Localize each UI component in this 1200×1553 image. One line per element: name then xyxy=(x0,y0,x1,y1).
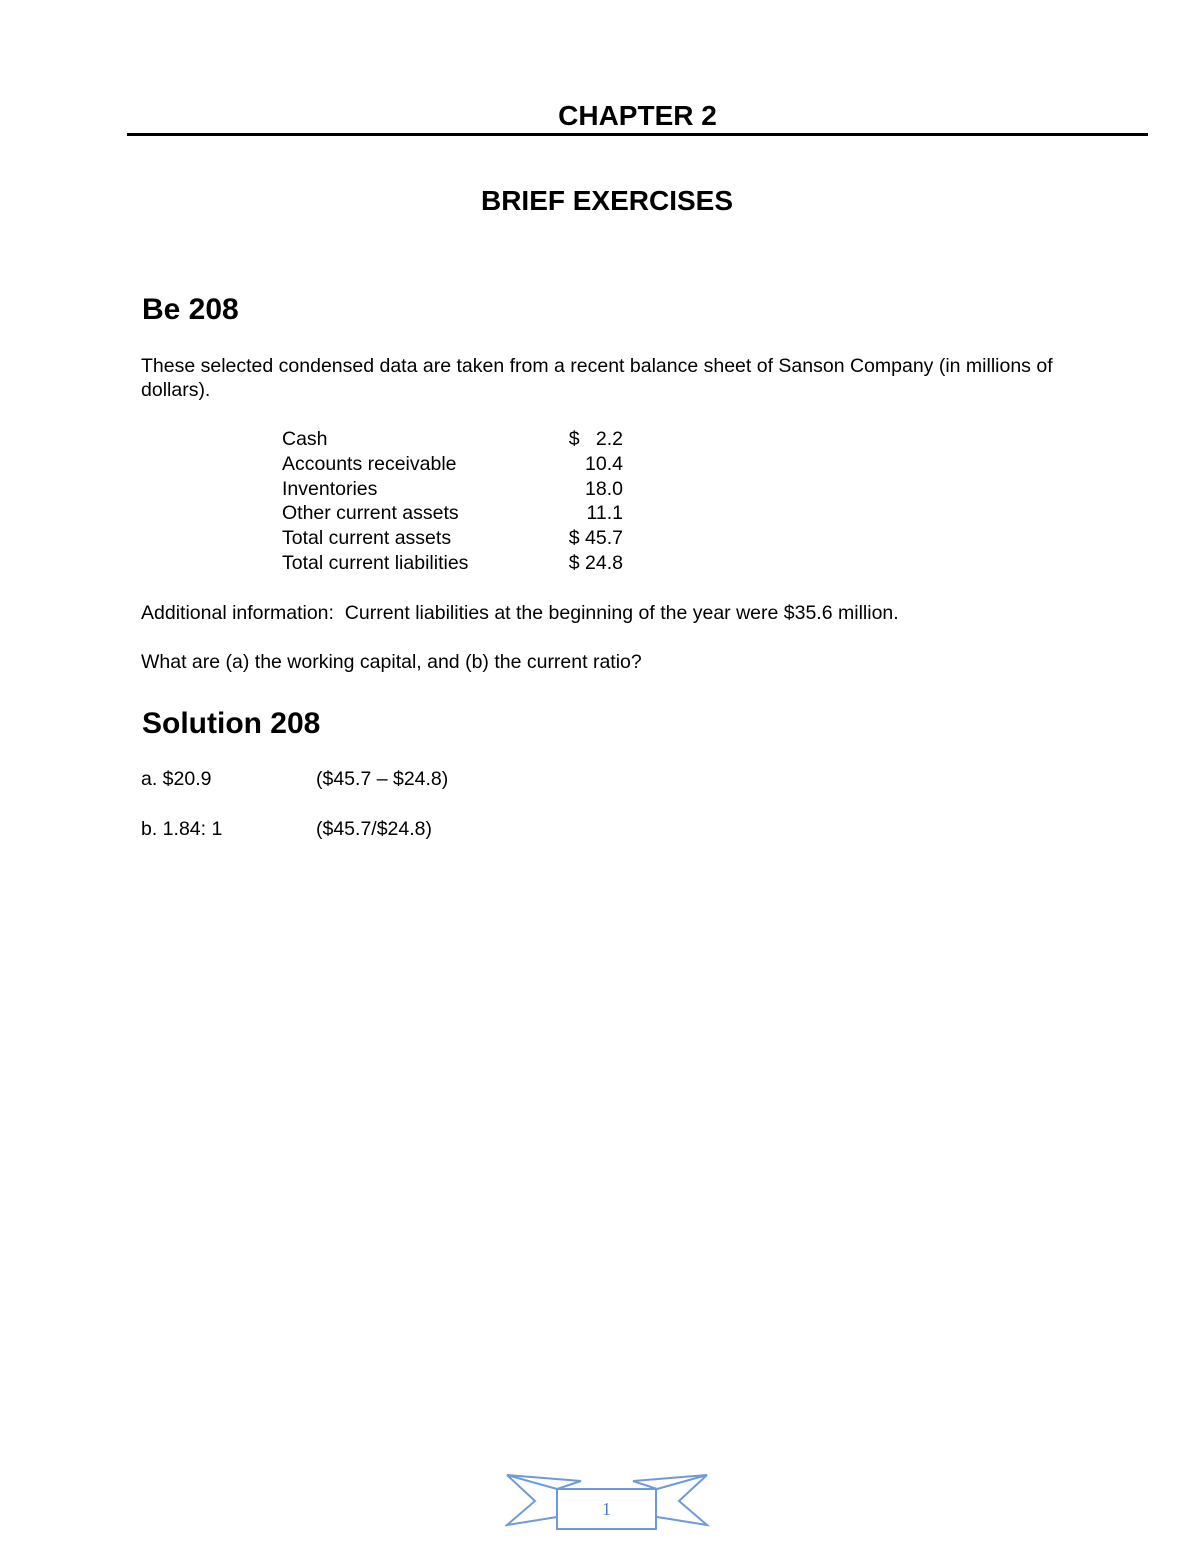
exercise-intro-text: These selected condensed data are taken from a recent balance sheet of Sanson Company (in millions of dollars). xyxy=(141,355,1053,401)
row-value: 18.0 xyxy=(585,477,623,500)
row-label: Accounts receivable xyxy=(282,452,457,475)
table-row xyxy=(282,551,623,576)
solution-line-b xyxy=(141,817,432,841)
table-row xyxy=(282,526,623,551)
row-label: Inventories xyxy=(282,477,378,500)
row-value: $ 2.2 xyxy=(568,428,623,450)
row-label: Total current assets xyxy=(282,527,452,550)
row-value: 11.1 xyxy=(586,502,623,525)
solution-working: ($45.7/$24.8) xyxy=(316,818,433,840)
row-value: $ 24.8 xyxy=(568,551,623,574)
additional-information-text: Additional information: Current liabilities at the beginning of the year were $35.6 million. xyxy=(141,602,899,624)
row-label: Cash xyxy=(282,428,328,450)
solution-answer: b. 1.84: 1 xyxy=(141,818,223,840)
solution-line-a xyxy=(141,767,448,791)
chapter-title: CHAPTER 2 xyxy=(558,100,717,131)
table-row xyxy=(282,427,623,452)
row-value: $ 45.7 xyxy=(568,527,623,550)
row-value: 10.4 xyxy=(585,452,623,475)
solution-heading: Solution 208 xyxy=(142,707,321,740)
row-label: Other current assets xyxy=(282,502,459,525)
chapter-divider xyxy=(127,133,1148,136)
page-number: 1 xyxy=(602,1499,611,1519)
row-label: Total current liabilities xyxy=(282,551,469,574)
balance-sheet-table xyxy=(282,427,623,576)
solution-answer: a. $20.9 xyxy=(141,768,212,790)
table-row xyxy=(282,452,623,477)
table-row xyxy=(282,477,623,502)
section-title: BRIEF EXERCISES xyxy=(480,185,734,216)
exercise-question-text: What are (a) the working capital, and (b) the current ratio? xyxy=(141,651,642,673)
table-row xyxy=(282,501,623,526)
exercise-heading: Be 208 xyxy=(142,293,239,326)
solution-working: ($45.7 – $24.8) xyxy=(316,768,449,790)
